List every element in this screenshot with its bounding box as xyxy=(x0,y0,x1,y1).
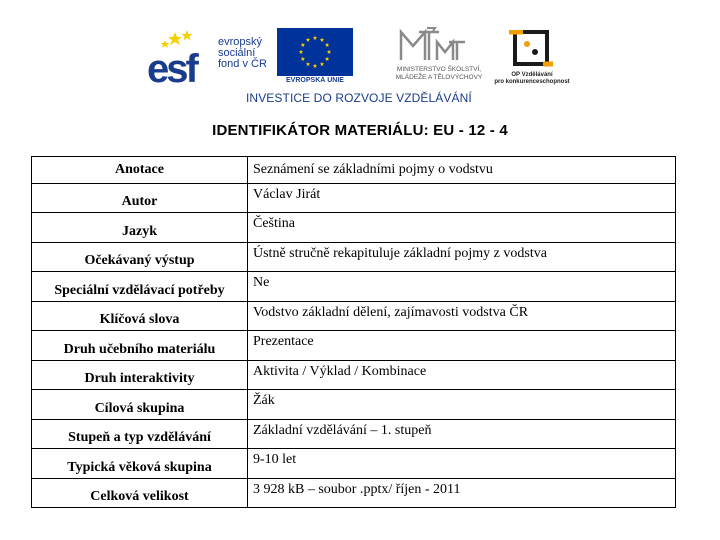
row-label: Očekávaný výstup xyxy=(32,242,248,272)
table-row xyxy=(32,157,676,184)
eu-logo xyxy=(277,28,353,88)
row-value: Seznámení se základními pojmy o vodstvu xyxy=(248,157,676,184)
table-row xyxy=(32,419,676,449)
row-value: Václav Jirát xyxy=(248,183,676,213)
svg-text:esf: esf xyxy=(147,47,196,88)
metadata-table xyxy=(31,156,676,508)
row-label: Druh interaktivity xyxy=(32,360,248,390)
row-value: Žák xyxy=(248,390,676,420)
msmt-emblem-icon xyxy=(383,26,495,66)
row-label: Cílová skupina xyxy=(32,390,248,420)
table-row xyxy=(32,183,676,213)
table-row xyxy=(32,360,676,390)
table-row xyxy=(32,213,676,243)
op-emblem-icon xyxy=(487,30,577,70)
row-value: Aktivita / Výklad / Kombinace xyxy=(248,360,676,390)
row-value: Základní vzdělávání – 1. stupeň xyxy=(248,419,676,449)
table-row xyxy=(32,390,676,420)
op-logo xyxy=(487,30,577,90)
table-row xyxy=(32,301,676,331)
page-title: IDENTIFIKÁTOR MATERIÁLU: EU - 12 - 4 xyxy=(212,122,508,139)
eu-caption: EVROPSKÁ UNIE xyxy=(286,77,344,84)
msmt-caption: MINISTERSTVO ŠKOLSTVÍ, MLÁDEŽE A TĚLOVÝCHOVY xyxy=(395,66,483,81)
row-value: Čeština xyxy=(248,213,676,243)
eu-flag-icon xyxy=(277,28,353,76)
logo-band xyxy=(0,0,720,110)
table-row xyxy=(32,331,676,361)
row-label: Druh učebního materiálu xyxy=(32,331,248,361)
row-value: 3 928 kB – soubor .pptx/ říjen - 2011 xyxy=(248,478,676,508)
row-label: Celková velikost xyxy=(32,478,248,508)
esf-logo-text: evropský sociální fond v ČR xyxy=(218,36,267,70)
table-row xyxy=(32,272,676,302)
row-label: Stupeň a typ vzdělávání xyxy=(32,419,248,449)
row-label: Anotace xyxy=(32,157,248,184)
funding-banner-text: INVESTICE DO ROZVOJE VZDĚLÁVÁNÍ xyxy=(246,91,472,105)
row-label: Jazyk xyxy=(32,213,248,243)
table-row xyxy=(32,449,676,479)
esf-logo xyxy=(145,28,273,88)
table-row xyxy=(32,242,676,272)
msmt-logo xyxy=(383,26,495,90)
table-row xyxy=(32,478,676,508)
row-label: Typická věková skupina xyxy=(32,449,248,479)
row-value: Prezentace xyxy=(248,331,676,361)
row-value: Ne xyxy=(248,272,676,302)
metadata-table-body xyxy=(32,157,676,508)
row-value: 9-10 let xyxy=(248,449,676,479)
row-label: Speciální vzdělávací potřeby xyxy=(32,272,248,302)
row-label: Autor xyxy=(32,183,248,213)
op-caption: OP Vzdělávání pro konkurenceschopnost xyxy=(494,72,570,85)
row-value: Ústně stručně rekapituluje základní pojmy z vodstva xyxy=(248,242,676,272)
row-label: Klíčová slova xyxy=(32,301,248,331)
row-value: Vodstvo základní dělení, zajímavosti vodstva ČR xyxy=(248,301,676,331)
esf-emblem-icon xyxy=(145,28,215,88)
